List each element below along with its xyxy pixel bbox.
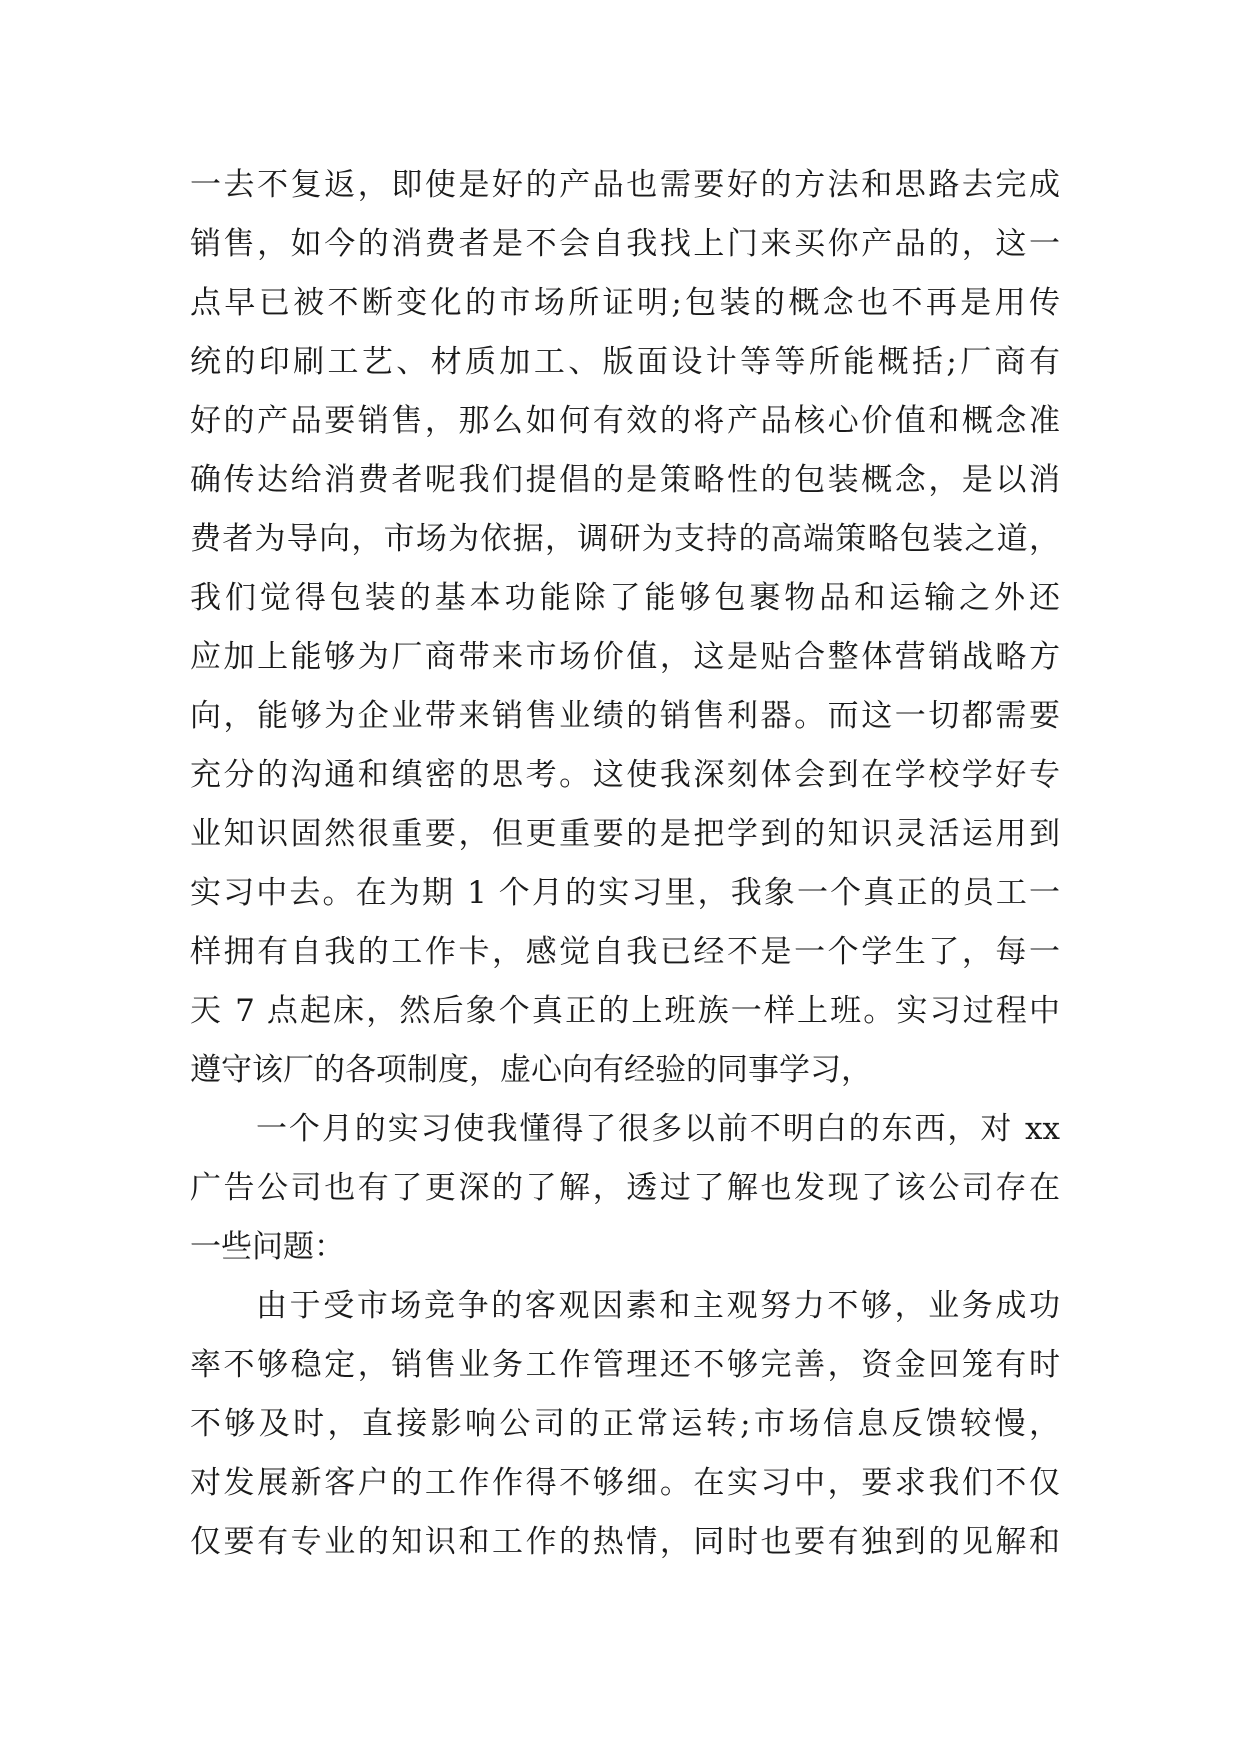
- text-line: 确传达给消费者呢我们提倡的是策略性的包装概念，是以消: [190, 462, 1060, 498]
- text-line: 广告公司也有了更深的了解，透过了解也发现了该公司存在: [190, 1170, 1060, 1206]
- text-line: 业知识固然很重要，但更重要的是把学到的知识灵活运用到: [190, 816, 1060, 852]
- text-line: 点早已被不断变化的市场所证明;包装的概念也不再是用传: [190, 285, 1060, 321]
- text-line: 好的产品要销售，那么如何有效的将产品核心价值和概念准: [190, 403, 1060, 439]
- text-line: 天 7 点起床，然后象个真正的上班族一样上班。实习过程中: [190, 993, 1060, 1029]
- text-line: 一去不复返，即使是好的产品也需要好的方法和思路去完成: [190, 167, 1060, 203]
- text-line: 一个月的实习使我懂得了很多以前不明白的东西，对 xx: [256, 1111, 1060, 1147]
- text-line: 向，能够为企业带来销售业绩的销售利器。而这一切都需要: [190, 698, 1060, 734]
- text-line: 不够及时，直接影响公司的正常运转;市场信息反馈较慢，: [190, 1406, 1060, 1442]
- text-line: 样拥有自我的工作卡，感觉自我已经不是一个学生了，每一: [190, 934, 1060, 970]
- text-line: 应加上能够为厂商带来市场价值，这是贴合整体营销战略方: [190, 639, 1060, 675]
- text-line: 销售，如今的消费者是不会自我找上门来买你产品的，这一: [190, 226, 1060, 262]
- text-line: 费者为导向，市场为依据，调研为支持的高端策略包装之道，: [190, 521, 1060, 557]
- text-line: 由于受市场竞争的客观因素和主观努力不够，业务成功: [256, 1288, 1060, 1324]
- text-line: 实习中去。在为期 1 个月的实习里，我象一个真正的员工一: [190, 875, 1060, 911]
- text-line: 充分的沟通和缜密的思考。这使我深刻体会到在学校学好专: [190, 757, 1060, 793]
- text-line: 我们觉得包装的基本功能除了能够包裹物品和运输之外还: [190, 580, 1060, 616]
- text-line: 率不够稳定，销售业务工作管理还不够完善，资金回笼有时: [190, 1347, 1060, 1383]
- text-line: 一些问题：: [190, 1229, 345, 1265]
- body-text: [190, 156, 1060, 1572]
- text-line: 对发展新客户的工作作得不够细。在实习中，要求我们不仅: [190, 1465, 1060, 1501]
- text-line: 仅要有专业的知识和工作的热情，同时也要有独到的见解和: [190, 1524, 1060, 1560]
- text-line: 统的印刷工艺、材质加工、版面设计等等所能概括;厂商有: [190, 344, 1060, 380]
- text-line: 遵守该厂的各项制度，虚心向有经验的同事学习，: [190, 1052, 872, 1088]
